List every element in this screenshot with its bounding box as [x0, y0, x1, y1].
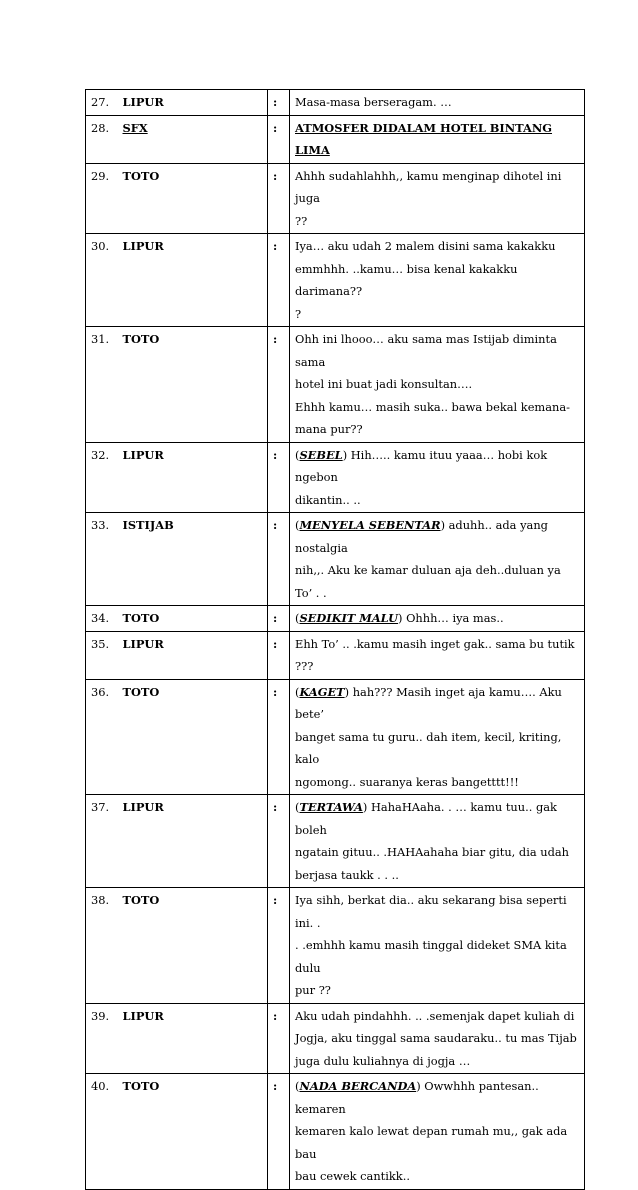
script-row: [86, 1003, 585, 1074]
speaker-name: LIPUR: [118, 90, 268, 116]
script-row: [86, 631, 585, 679]
speaker-name: TOTO: [118, 606, 268, 632]
dialogue-line: kemaren kalo lewat depan rumah mu,, gak ada bau: [295, 1124, 568, 1161]
dialogue-line: hotel ini buat jadi konsultan….: [295, 377, 473, 391]
row-number: 28.: [86, 115, 118, 163]
row-number: 39.: [86, 1003, 118, 1074]
script-row: [86, 442, 585, 513]
dialogue-text: [290, 606, 585, 632]
open-paren: (: [295, 800, 300, 814]
dialogue-line: dikantin.. ..: [295, 492, 361, 507]
dialogue-line: banget sama tu guru.. dah item, kecil, kriting, kalo: [295, 729, 562, 766]
colon-separator: :: [268, 115, 290, 163]
dialogue-line: [295, 444, 580, 489]
script-row: [86, 234, 585, 327]
dialogue-line: Iya… aku udah 2 malem disini sama kakakku: [295, 239, 556, 253]
row-number: 27.: [86, 90, 118, 116]
speaker-name: LIPUR: [118, 631, 268, 679]
script-row: [86, 115, 585, 163]
open-paren: (: [295, 611, 300, 625]
colon-separator: :: [268, 442, 290, 513]
open-paren: (: [295, 518, 300, 532]
dialogue-line: ATMOSFER DIDALAM HOTEL BINTANG LIMA: [295, 120, 553, 157]
dialogue-line: mana pur??: [295, 422, 363, 436]
script-row: [86, 1074, 585, 1190]
stage-direction: MENYELA SEBENTAR: [299, 518, 441, 532]
dialogue-text: [290, 90, 585, 116]
dialogue-text: [290, 115, 585, 163]
dialogue-text: [290, 888, 585, 1004]
row-number: 31.: [86, 327, 118, 443]
dialogue-line-text: ) Ohhh… iya mas..: [398, 611, 504, 625]
dialogue-line: ?: [295, 306, 302, 321]
dialogue-text: [290, 631, 585, 679]
stage-direction: TERTAWA: [299, 800, 363, 814]
dialogue-line-text: ) aduhh.. ada yang nostalgia: [295, 518, 548, 555]
speaker-name: LIPUR: [118, 442, 268, 513]
speaker-name: SFX: [118, 115, 268, 163]
speaker-name: TOTO: [118, 327, 268, 443]
row-number: 36.: [86, 679, 118, 795]
dialogue-line: bau cewek cantikk..: [295, 1169, 410, 1183]
dialogue-line: Jogja, aku tinggal sama saudaraku.. tu mas Tijab: [295, 1031, 577, 1045]
row-number: 29.: [86, 163, 118, 234]
dialogue-line: [295, 1075, 580, 1120]
row-number: 38.: [86, 888, 118, 1004]
script-row: [86, 90, 585, 116]
colon-separator: :: [268, 631, 290, 679]
dialogue-line: juga dulu kuliahnya di jogja …: [295, 1053, 471, 1068]
dialogue-text: [290, 679, 585, 795]
stage-direction: KAGET: [299, 684, 345, 699]
dialogue-line: Ehhh kamu… masih suka.. bawa bekal kemana-: [295, 399, 571, 414]
open-paren: (: [295, 1079, 300, 1093]
stage-direction: SEBEL: [299, 447, 343, 462]
dialogue-line: Ohh ini lhooo… aku sama mas Istijab diminta sama: [295, 332, 557, 369]
dialogue-text: [290, 234, 585, 327]
colon-separator: :: [268, 1003, 290, 1074]
dialogue-line-text: ) hah??? Masih inget aja kamu…. Aku bete’: [295, 684, 562, 721]
dialogue-line: berjasa taukk . . ..: [295, 867, 399, 882]
dialogue-line: ??: [295, 213, 308, 228]
dialogue-line: . .emhhh kamu masih tinggal dideket SMA kita dulu: [295, 938, 567, 975]
dialogue-text: [290, 442, 585, 513]
script-row: [86, 327, 585, 443]
dialogue-line: Aku udah pindahhh. .. .semenjak dapet kuliah di: [295, 1008, 575, 1023]
row-number: 30.: [86, 234, 118, 327]
script-row: [86, 513, 585, 606]
stage-direction: NADA BERCANDA: [299, 1079, 417, 1093]
dialogue-line: pur ??: [295, 983, 331, 997]
dialogue-line: [295, 796, 580, 841]
dialogue-text: [290, 327, 585, 443]
colon-separator: :: [268, 234, 290, 327]
dialogue-line: Ahhh sudahlahhh,, kamu menginap dihotel ini juga: [295, 168, 562, 205]
row-number: 34.: [86, 606, 118, 632]
dialogue-line-text: ) HahaHAaha. . … kamu tuu.. gak boleh: [295, 800, 557, 837]
colon-separator: :: [268, 90, 290, 116]
dialogue-line: ngatain gituu.. .HAHAahaha biar gitu, dia udah: [295, 845, 570, 859]
speaker-name: TOTO: [118, 679, 268, 795]
open-paren: (: [295, 684, 300, 699]
colon-separator: :: [268, 327, 290, 443]
open-paren: (: [295, 447, 300, 462]
row-number: 37.: [86, 795, 118, 888]
script-row: [86, 606, 585, 632]
speaker-name: LIPUR: [118, 795, 268, 888]
script-row: [86, 888, 585, 1004]
row-number: 35.: [86, 631, 118, 679]
dialogue-line: ngomong.. suaranya keras bangetttt!!!: [295, 774, 519, 789]
speaker-name: TOTO: [118, 888, 268, 1004]
dialogue-line: Masa-masa berseragam. …: [295, 95, 452, 109]
colon-separator: :: [268, 1074, 290, 1190]
row-number: 33.: [86, 513, 118, 606]
colon-separator: :: [268, 513, 290, 606]
colon-separator: :: [268, 888, 290, 1004]
dialogue-line: [295, 607, 580, 630]
speaker-name: ISTIJAB: [118, 513, 268, 606]
dialogue-text: [290, 1003, 585, 1074]
speaker-name: LIPUR: [118, 234, 268, 327]
colon-separator: :: [268, 606, 290, 632]
colon-separator: :: [268, 163, 290, 234]
dialogue-line: emmhhh. ..kamu… bisa kenal kakakku darimana??: [295, 261, 518, 298]
dialogue-text: [290, 1074, 585, 1190]
script-row: [86, 795, 585, 888]
dialogue-line: [295, 681, 580, 726]
dialogue-line: Ehh To’ .. .kamu masih inget gak.. sama bu tutik ???: [295, 636, 575, 673]
script-rows: [86, 90, 585, 1190]
row-number: 32.: [86, 442, 118, 513]
dialogue-text: [290, 795, 585, 888]
script-row: [86, 679, 585, 795]
script-row: [86, 163, 585, 234]
speaker-name: TOTO: [118, 1074, 268, 1190]
dialogue-text: [290, 163, 585, 234]
dialogue-line-text: ) Hih….. kamu ituu yaaa… hobi kok ngebon: [295, 447, 548, 484]
dialogue-line: Iya sihh, berkat dia.. aku sekarang bisa seperti ini. .: [295, 893, 567, 930]
row-number: 40.: [86, 1074, 118, 1190]
colon-separator: :: [268, 679, 290, 795]
speaker-name: TOTO: [118, 163, 268, 234]
dialogue-line-text: ) Owwhhh pantesan.. kemaren: [295, 1079, 539, 1116]
script-table: [85, 89, 585, 1190]
stage-direction: SEDIKIT MALU: [299, 611, 399, 625]
colon-separator: :: [268, 795, 290, 888]
speaker-name: LIPUR: [118, 1003, 268, 1074]
dialogue-text: [290, 513, 585, 606]
dialogue-line: [295, 514, 580, 559]
dialogue-line: nih,,. Aku ke kamar duluan aja deh..duluan ya To’ . .: [295, 563, 561, 600]
